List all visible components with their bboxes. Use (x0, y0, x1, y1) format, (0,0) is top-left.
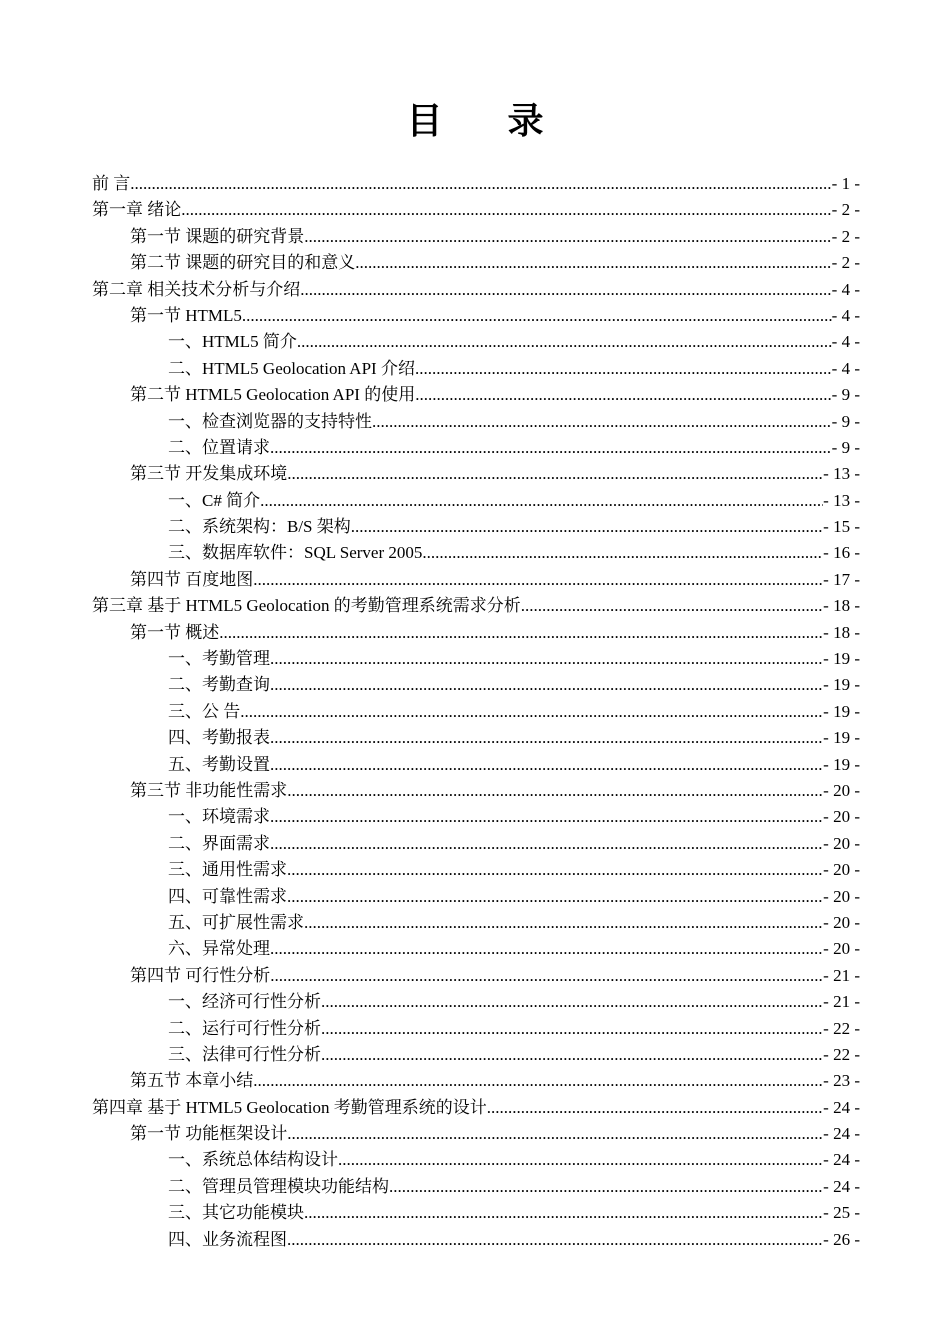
toc-entry-page: - 4 - (831, 358, 860, 378)
dot-leader (270, 804, 823, 830)
toc-entry-label: 一、系统总体结构设计 (168, 1150, 338, 1170)
toc-entry[interactable] (92, 857, 860, 883)
toc-entry-page: - 20 - (823, 807, 860, 827)
toc-entry[interactable] (92, 409, 860, 435)
toc-entry[interactable] (92, 989, 860, 1015)
toc-entry-page: - 20 - (823, 886, 860, 906)
toc-entry-page: - 24 - (823, 1097, 860, 1117)
dot-leader (287, 461, 823, 487)
toc-entry[interactable] (92, 277, 860, 303)
toc-entry[interactable] (92, 250, 860, 276)
toc-entry[interactable] (92, 620, 860, 646)
toc-entry[interactable] (92, 699, 860, 725)
table-of-contents (92, 171, 860, 1253)
toc-entry[interactable] (92, 1227, 860, 1253)
toc-entry-label: 第二节 课题的研究目的和意义 (130, 253, 356, 273)
toc-entry-label: 二、位置请求 (168, 437, 270, 457)
toc-entry-page: - 2 - (831, 226, 860, 246)
toc-entry-label: 一、检查浏览器的支持特性 (168, 411, 372, 431)
dot-leader (253, 1068, 823, 1094)
toc-entry[interactable] (92, 752, 860, 778)
toc-entry[interactable] (92, 461, 860, 487)
toc-entry[interactable] (92, 356, 860, 382)
toc-entry[interactable] (92, 1095, 860, 1121)
dot-leader (372, 409, 832, 435)
dot-leader (487, 1095, 823, 1121)
toc-entry[interactable] (92, 224, 860, 250)
toc-entry-page: - 15 - (823, 517, 860, 537)
dot-leader (415, 382, 831, 408)
toc-entry-page: - 19 - (823, 649, 860, 669)
dot-leader (304, 224, 831, 250)
toc-entry[interactable] (92, 725, 860, 751)
toc-entry-label: 第一章 绪论 (92, 200, 182, 220)
toc-entry-page: - 9 - (831, 385, 860, 405)
dot-leader (270, 672, 823, 698)
dot-leader (270, 435, 832, 461)
toc-entry-label: 一、经济可行性分析 (168, 992, 321, 1012)
toc-entry-page: - 24 - (823, 1176, 860, 1196)
toc-entry-page: - 21 - (823, 965, 860, 985)
toc-entry-page: - 24 - (823, 1150, 860, 1170)
toc-entry[interactable] (92, 1147, 860, 1173)
toc-entry[interactable] (92, 672, 860, 698)
toc-entry[interactable] (92, 514, 860, 540)
dot-leader (287, 1121, 823, 1147)
toc-entry-label: 三、公 告 (168, 701, 241, 721)
toc-entry-label: 第二章 相关技术分析与介绍 (92, 279, 301, 299)
toc-entry-label: 二、管理员管理模块功能结构 (168, 1176, 389, 1196)
toc-entry-page: - 17 - (823, 569, 860, 589)
toc-entry-label: 第四节 可行性分析 (130, 965, 271, 985)
toc-entry-page: - 1 - (831, 174, 860, 193)
toc-entry[interactable] (92, 540, 860, 566)
toc-entry[interactable] (92, 1121, 860, 1147)
toc-entry[interactable] (92, 329, 860, 355)
toc-entry-page: - 24 - (823, 1124, 860, 1144)
toc-entry[interactable] (92, 910, 860, 936)
toc-entry[interactable] (92, 1068, 860, 1094)
toc-entry-page: - 20 - (823, 780, 860, 800)
toc-entry-page: - 4 - (831, 279, 860, 299)
toc-entry-label: 第三章 基于 HTML5 Geolocation 的考勤管理系统需求分析 (92, 596, 521, 616)
toc-entry-page: - 2 - (831, 253, 860, 273)
toc-entry-label: 五、考勤设置 (168, 754, 270, 774)
toc-entry-page: - 4 - (831, 305, 860, 325)
toc-entry[interactable] (92, 488, 860, 514)
toc-entry-page: - 19 - (823, 701, 860, 721)
toc-entry-label: 第一节 功能框架设计 (130, 1124, 288, 1144)
toc-entry-page: - 18 - (823, 622, 860, 642)
dot-leader (321, 989, 823, 1015)
dot-leader (242, 303, 832, 329)
toc-entry-page: - 18 - (823, 596, 860, 616)
toc-entry-label: 三、数据库软件：SQL Server 2005 (168, 543, 423, 563)
toc-entry-page: - 19 - (823, 728, 860, 748)
toc-entry-page: - 22 - (823, 1044, 860, 1064)
dot-leader (321, 1016, 823, 1042)
toc-entry-page: - 20 - (823, 912, 860, 932)
toc-entry[interactable] (92, 1016, 860, 1042)
toc-entry-label: 第五节 本章小结 (130, 1071, 254, 1091)
toc-entry-label: 三、法律可行性分析 (168, 1044, 321, 1064)
toc-entry[interactable] (92, 1200, 860, 1226)
dot-leader (287, 778, 823, 804)
toc-entry-page: - 9 - (831, 411, 860, 431)
toc-entry[interactable] (92, 197, 860, 223)
dot-leader (270, 752, 823, 778)
toc-entry-label: 四、考勤报表 (168, 728, 270, 748)
toc-entry[interactable] (92, 804, 860, 830)
toc-entry-page: - 23 - (823, 1071, 860, 1091)
dot-leader (260, 488, 823, 514)
toc-entry-label: 五、可扩展性需求 (168, 912, 304, 932)
toc-entry-label: 二、系统架构：B/S 架构 (168, 517, 351, 537)
toc-entry-label: 第一节 HTML5 (130, 305, 242, 325)
dot-leader (253, 567, 823, 593)
dot-leader (304, 910, 823, 936)
toc-entry-label: 前 言 (92, 174, 131, 193)
dot-leader (270, 725, 823, 751)
toc-entry-page: - 25 - (823, 1203, 860, 1223)
toc-entry-label: 四、可靠性需求 (168, 886, 287, 906)
dot-leader (287, 1227, 823, 1253)
toc-entry-label: 第三节 开发集成环境 (130, 464, 288, 484)
dot-leader (351, 514, 823, 540)
toc-entry[interactable] (92, 435, 860, 461)
toc-entry-label: 第一节 课题的研究背景 (130, 226, 305, 246)
toc-entry[interactable] (92, 778, 860, 804)
dot-leader (240, 699, 823, 725)
toc-entry-label: 二、HTML5 Geolocation API 介绍 (168, 358, 415, 378)
toc-entry-label: 二、运行可行性分析 (168, 1018, 321, 1038)
toc-entry-page: - 13 - (823, 490, 860, 510)
toc-entry[interactable] (92, 567, 860, 593)
toc-entry[interactable] (92, 646, 860, 672)
dot-leader (287, 857, 823, 883)
toc-entry[interactable] (92, 831, 860, 857)
toc-entry-label: 二、界面需求 (168, 833, 270, 853)
toc-entry-page: - 13 - (823, 464, 860, 484)
dot-leader (287, 884, 823, 910)
toc-entry[interactable] (92, 382, 860, 408)
toc-entry-label: 二、考勤查询 (168, 675, 270, 695)
toc-entry-page: - 16 - (823, 543, 860, 563)
toc-entry[interactable] (92, 303, 860, 329)
dot-leader (355, 250, 831, 276)
dot-leader (270, 831, 823, 857)
toc-entry-page: - 22 - (823, 1018, 860, 1038)
dot-leader (270, 963, 823, 989)
toc-entry-page: - 19 - (823, 754, 860, 774)
toc-entry-page: - 2 - (831, 200, 860, 220)
toc-entry-page: - 20 - (823, 833, 860, 853)
toc-entry-label: 第四章 基于 HTML5 Geolocation 考勤管理系统的设计 (92, 1097, 487, 1117)
toc-entry[interactable] (92, 1174, 860, 1200)
dot-leader (338, 1147, 823, 1173)
dot-leader (304, 1200, 823, 1226)
toc-entry-label: 一、C# 简介 (168, 490, 261, 510)
dot-leader (297, 329, 832, 355)
toc-entry[interactable] (92, 593, 860, 619)
dot-leader (389, 1174, 823, 1200)
toc-entry-page: - 9 - (831, 437, 860, 457)
toc-entry-page: - 26 - (823, 1229, 860, 1249)
toc-entry-label: 第一节 概述 (130, 622, 220, 642)
page-title: 目 录 (406, 101, 572, 141)
toc-entry[interactable] (92, 884, 860, 910)
toc-entry-page: - 19 - (823, 675, 860, 695)
dot-leader (270, 646, 823, 672)
toc-entry-page: - 21 - (823, 992, 860, 1012)
dot-leader (300, 277, 831, 303)
toc-entry-label: 三、通用性需求 (168, 860, 287, 880)
dot-leader (181, 197, 831, 223)
toc-entry-page: - 4 - (831, 332, 860, 352)
toc-entry-label: 三、其它功能模块 (168, 1203, 304, 1223)
toc-entry-label: 一、HTML5 简介 (168, 332, 297, 352)
toc-entry-label: 第四节 百度地图 (130, 569, 254, 589)
toc-entry-label: 一、考勤管理 (168, 649, 270, 669)
dot-leader (270, 936, 823, 962)
dot-leader (130, 171, 831, 197)
dot-leader (219, 620, 823, 646)
toc-entry[interactable] (92, 1042, 860, 1068)
dot-leader (415, 356, 832, 382)
toc-entry-label: 一、环境需求 (168, 807, 270, 827)
dot-leader (521, 593, 823, 619)
toc-entry[interactable] (92, 963, 860, 989)
toc-entry-label: 第二节 HTML5 Geolocation API 的使用 (130, 385, 416, 405)
dot-leader (321, 1042, 823, 1068)
toc-entry-label: 四、业务流程图 (168, 1229, 287, 1249)
toc-entry-page: - 20 - (823, 860, 860, 880)
toc-entry[interactable] (92, 171, 860, 197)
toc-entry-label: 第三节 非功能性需求 (130, 780, 288, 800)
toc-entry-page: - 20 - (823, 939, 860, 959)
toc-entry-label: 六、异常处理 (168, 939, 270, 959)
toc-entry[interactable] (92, 936, 860, 962)
dot-leader (422, 540, 823, 566)
